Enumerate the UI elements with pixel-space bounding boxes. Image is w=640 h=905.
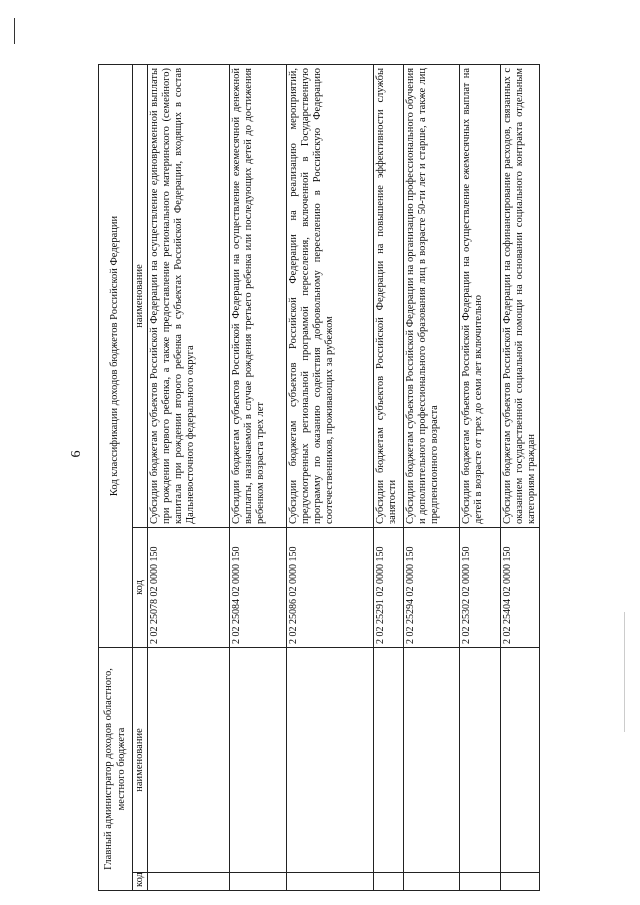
admin-name-cell [501,647,540,872]
table-row [230,64,287,890]
admin-name-cell [374,647,404,872]
admin-name-cell [148,647,230,872]
code-cell: 2 02 25078 02 0000 150 [148,527,230,647]
admin-code-cell [287,873,374,891]
admin-code-cell [374,873,404,891]
name-cell: Субсидии бюджетам субъектов Российской Федерации на осуществление ежемесячной денежной выплаты, назначаемой в случае рождения третьего ребенка или последующих детей до достижения ребенком возраста трех лет [230,64,287,527]
table-row [460,64,501,890]
code-cell: 2 02 25294 02 0000 150 [404,527,460,647]
name-cell: Субсидии бюджетам субъектов Российской Федерации на реализацию мероприятий, предусмотренных региональной программой переселения, включенной в Государственную программу по оказанию содействия добровольному переселению в Российскую Федерацию соотечественников, проживающих за рубежом [287,64,374,527]
header-admin-name: наименование [133,647,148,872]
table-row [287,64,374,890]
admin-name-cell [230,647,287,872]
scan-edge-mark [14,18,15,44]
header-admin-group: Главный администратор доходов областного, местного бюджета [99,647,133,890]
name-cell: Субсидии бюджетам субъектов Российской Федерации на софинансирование расходов, связанных с оказанием государственной социальной помощи на основании социального контракта отдельным категориям граждан [501,64,540,527]
header-name: наименование [133,64,148,527]
code-cell: 2 02 25302 02 0000 150 [460,527,501,647]
header-classification-group: Код классификации доходов бюджетов Российской Федерации [99,64,133,647]
admin-code-cell [148,873,230,891]
name-cell: Субсидии бюджетам субъектов Российской Федерации на повышение эффективности службы занятости [374,64,404,527]
admin-code-cell [501,873,540,891]
table-row [501,64,540,890]
revenue-classification-table [98,64,540,891]
code-cell: 2 02 25291 02 0000 150 [374,527,404,647]
admin-code-cell [230,873,287,891]
code-cell: 2 02 25404 02 0000 150 [501,527,540,647]
scan-edge-mark [624,612,625,732]
admin-code-cell [460,873,501,891]
admin-name-cell [460,647,501,872]
name-cell: Субсидии бюджетам субъектов Российской Федерации на организацию профессионального обучения и дополнительного профессионального образования лиц в возрасте 50-ти лет и старше, а также лиц предпенсионного возраста [404,64,460,527]
table-row [148,64,230,890]
header-admin-code: код [133,873,148,891]
admin-name-cell [287,647,374,872]
table-row [404,64,460,890]
code-cell: 2 02 25086 02 0000 150 [287,527,374,647]
name-cell: Субсидии бюджетам субъектов Российской Федерации на осуществление ежемесячных выплат на детей в возрасте от трех до семи лет включительно [460,64,501,527]
table-row [374,64,404,890]
code-cell: 2 02 25084 02 0000 150 [230,527,287,647]
table-container [98,65,538,891]
name-cell: Субсидии бюджетам субъектов Российской Федерации на осуществление единовременной выплаты при рождении первого ребенка, а также предоставление регионального материнского (семейного) капитала при рождении второго ребенка в субъектах Российской Федерации, входящих в состав Дальневосточного федерального округа [148,64,230,527]
admin-code-cell [404,873,460,891]
header-code: код [133,527,148,647]
admin-name-cell [404,647,460,872]
page-number: 6 [69,450,84,458]
